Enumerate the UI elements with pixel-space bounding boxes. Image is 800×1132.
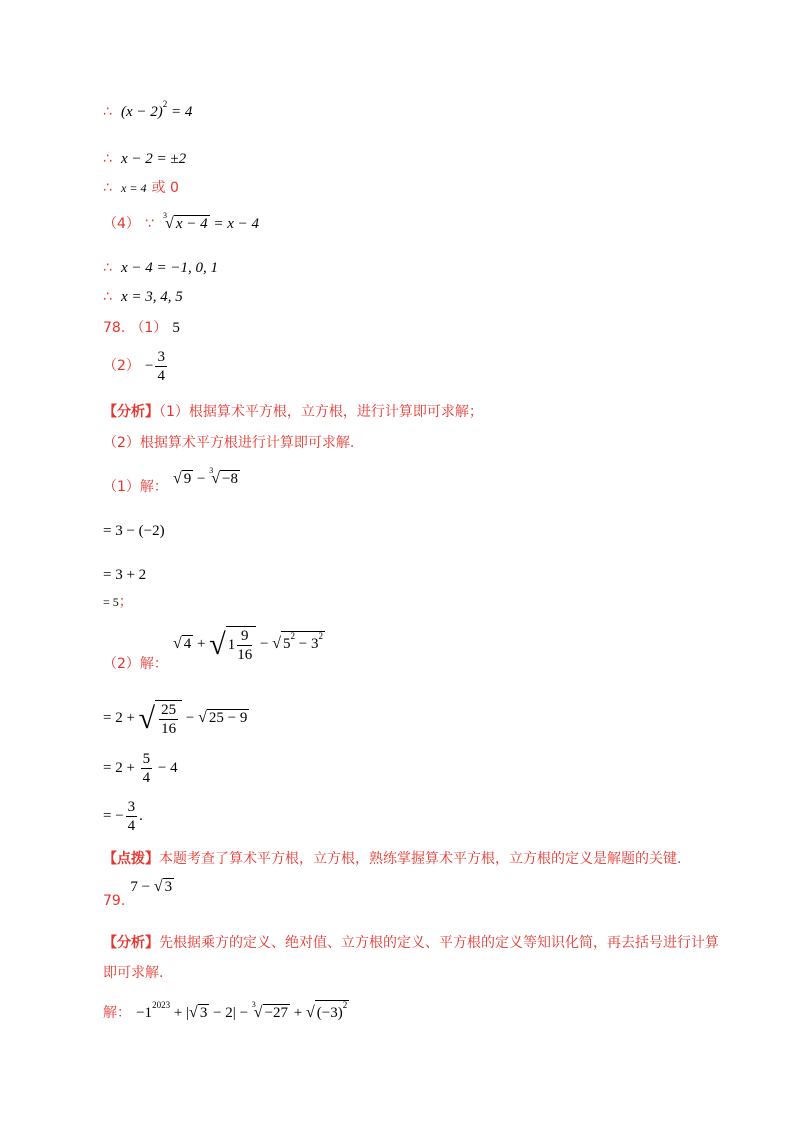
operator: − — [193, 471, 210, 487]
radicand: 25 − 9 — [208, 710, 248, 727]
radical-sign-icon: √ — [209, 628, 226, 661]
radical-sign-icon: √ — [253, 1004, 263, 1021]
step-line-3 — [103, 179, 179, 195]
fraction — [159, 701, 178, 738]
analysis-line-2 — [103, 434, 354, 450]
math-step — [103, 751, 178, 786]
math-expression: x = 4 — [121, 181, 147, 195]
operator: + — [170, 1005, 187, 1021]
denominator: 16 — [161, 721, 177, 737]
math-expression: x − 4 = −1, 0, 1 — [121, 260, 219, 276]
operator: + — [290, 1005, 306, 1021]
therefore-symbol: ∴ — [103, 289, 112, 305]
exponent: 2 — [290, 631, 295, 642]
cube-root — [254, 1004, 290, 1022]
base: (−3) — [316, 1005, 343, 1021]
math-expression — [173, 466, 240, 487]
part-label: （4） — [103, 216, 140, 232]
square-root — [306, 1000, 349, 1022]
math-rhs: = x − 4 — [209, 216, 259, 232]
math-expression — [173, 628, 325, 663]
base: 5 — [282, 636, 291, 653]
numerator: 25 — [161, 702, 177, 718]
solution-2-step-1 — [103, 700, 249, 738]
math-step: = 3 − (−2) — [103, 523, 165, 539]
part-label: （2） — [103, 357, 140, 374]
analysis-line-1 — [103, 403, 483, 419]
square-root — [272, 631, 325, 653]
solution-2-header — [103, 626, 325, 673]
radical-sign-icon: √ — [198, 709, 207, 727]
therefore-symbol: ∴ — [103, 104, 112, 120]
fraction — [141, 750, 153, 787]
abs-bar-left: | — [186, 1005, 190, 1021]
exponent: 2023 — [152, 1000, 171, 1010]
step-line-4 — [103, 212, 259, 233]
math-step: = 5 — [103, 595, 119, 609]
solution-label: （1）解： — [103, 479, 168, 495]
operator: − — [256, 636, 273, 653]
alt-answer-text: 或 0 — [151, 180, 179, 196]
term: = − — [103, 807, 124, 824]
radicand — [226, 626, 257, 664]
solution-1-header — [103, 466, 240, 495]
operator: − — [182, 710, 199, 727]
square-root — [198, 709, 249, 727]
step-line-1 — [103, 100, 192, 120]
radicand: x − 4 — [175, 216, 208, 232]
exponent: 2 — [342, 1000, 348, 1010]
note-line — [103, 850, 681, 866]
radicand: 3 — [164, 879, 173, 895]
numerator: 3 — [157, 349, 165, 365]
radicand — [155, 700, 182, 738]
radicand — [281, 631, 325, 653]
punctuation: . — [139, 807, 143, 824]
fraction — [155, 348, 167, 385]
numerator: 5 — [142, 751, 151, 767]
solution-1-step-3 — [103, 593, 133, 609]
radicand: −27 — [264, 1005, 289, 1021]
math-expression — [121, 99, 193, 120]
numerator: 3 — [127, 799, 136, 815]
term: = 2 + — [103, 759, 139, 776]
term: −1 — [136, 1005, 153, 1021]
numerator: 9 — [237, 627, 252, 646]
exponent: 2 — [318, 631, 323, 642]
square-root — [173, 635, 193, 653]
square-root — [139, 700, 182, 738]
radical-sign-icon: √ — [189, 1004, 198, 1021]
square-root — [209, 626, 256, 664]
punctuation: ； — [118, 594, 133, 610]
solution-79 — [103, 1000, 349, 1022]
fraction — [126, 798, 138, 835]
solution-2-step-2 — [103, 750, 178, 787]
radicand — [315, 1000, 349, 1022]
math-rhs: = 4 — [167, 104, 193, 120]
denominator: 4 — [157, 368, 165, 384]
square-root — [189, 1004, 209, 1022]
math-step — [103, 799, 143, 834]
note-tag: 【点拨】 — [103, 851, 159, 867]
therefore-symbol: ∴ — [103, 260, 112, 276]
term: − 3 — [294, 636, 319, 653]
minus-sign: − — [145, 357, 154, 374]
question-number: 79. — [103, 893, 126, 909]
question-78-answer-2 — [103, 348, 169, 385]
radicand: 4 — [183, 636, 192, 653]
solution-label: 解： — [103, 1005, 131, 1021]
math-expression — [163, 211, 259, 232]
radical-sign-icon: √ — [173, 635, 182, 653]
step-line-2 — [103, 150, 186, 167]
analysis-text: （2）根据算术平方根进行计算即可求解. — [103, 435, 355, 451]
exponent: 2 — [162, 99, 168, 109]
radicand: 3 — [199, 1005, 208, 1021]
root-index: 3 — [209, 466, 214, 475]
because-symbol: ∵ — [145, 216, 154, 232]
solution-1-step-1 — [103, 522, 165, 539]
denominator: 4 — [142, 770, 151, 786]
math-step: = 3 + 2 — [103, 567, 147, 583]
mixed-whole: 1 — [227, 636, 236, 653]
cube-root — [165, 215, 210, 233]
answer-value: 5 — [172, 320, 180, 336]
therefore-symbol: ∴ — [103, 180, 112, 196]
analysis-tag: 【分析】 — [103, 935, 159, 951]
operator: + — [193, 636, 210, 653]
step-line-5 — [103, 259, 218, 276]
math-expression — [136, 1000, 349, 1021]
math-base: (x − 2) — [121, 104, 163, 120]
denominator: 4 — [127, 818, 136, 834]
answer-value — [145, 349, 169, 384]
root-index: 3 — [163, 211, 168, 220]
math-expression: x = 3, 4, 5 — [121, 289, 183, 305]
radical-sign-icon: √ — [173, 470, 182, 487]
term: − 4 — [154, 759, 178, 776]
denominator: 16 — [237, 647, 253, 663]
question-number: 78. — [103, 320, 126, 336]
analysis-text: （1）根据算术平方根，立方根，进行计算即可求解； — [159, 404, 483, 420]
step-line-6 — [103, 288, 183, 305]
analysis-text: 先根据乘方的定义、绝对值、立方根的定义、平方根的定义等知识化简，再去括号进行计算 — [159, 935, 719, 951]
abs-bar-right: | — [232, 1005, 236, 1021]
analysis-tag: 【分析】 — [103, 404, 159, 420]
term: = 2 + — [103, 710, 139, 727]
term: 7 − — [130, 879, 154, 895]
radicand: −8 — [222, 471, 239, 487]
question-78-answer-1 — [103, 319, 180, 336]
question-79-answer — [103, 878, 174, 909]
radicand: 9 — [183, 471, 192, 487]
analysis-text: 即可求解. — [103, 965, 164, 981]
radical-sign-icon: √ — [138, 702, 156, 735]
note-text: 本题考查了算术平方根，立方根，熟练掌握算术平方根，立方根的定义是解题的关键. — [159, 851, 682, 867]
part-label: （1） — [130, 320, 168, 336]
cube-root — [211, 470, 240, 488]
math-step — [103, 702, 249, 737]
solution-label: （2）解： — [103, 656, 168, 673]
operator: − — [235, 1005, 252, 1021]
radical-sign-icon: √ — [306, 1004, 315, 1021]
therefore-symbol: ∴ — [103, 151, 112, 167]
radical-sign-icon: √ — [272, 635, 281, 653]
solution-1-step-2 — [103, 566, 146, 583]
radical-sign-icon: √ — [211, 470, 221, 487]
math-expression: x − 2 = ±2 — [121, 151, 187, 167]
analysis-79-line-2 — [103, 964, 163, 980]
fraction — [237, 627, 252, 664]
analysis-79-line-1 — [103, 934, 719, 950]
square-root — [154, 878, 174, 896]
root-index: 3 — [251, 1000, 256, 1009]
term: − 2 — [209, 1005, 233, 1021]
square-root — [173, 470, 193, 488]
radical-sign-icon: √ — [153, 878, 163, 895]
solution-2-step-3 — [103, 798, 143, 835]
radical-sign-icon: √ — [165, 215, 174, 232]
answer-value — [130, 879, 174, 895]
